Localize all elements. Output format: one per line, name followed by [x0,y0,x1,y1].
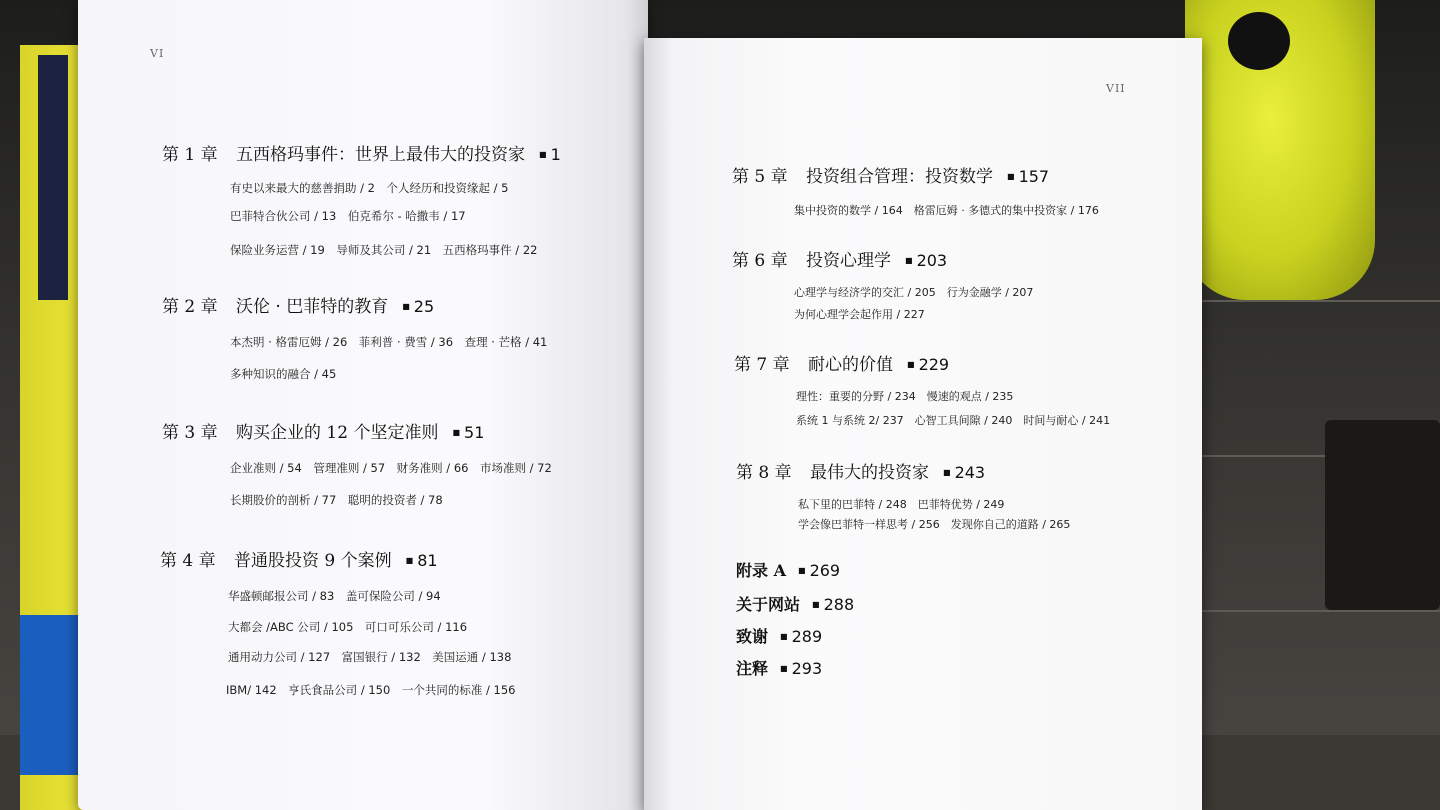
chapter-number: 第 3 章 [162,423,218,443]
page-folio: VII [1106,82,1126,95]
chapter-number: 第 8 章 [736,463,792,483]
chapter-title: 购买企业的 12 个坚定准则 [236,423,439,443]
section-line: 理性：重要的分野 / 234 慢速的观点 / 235 [796,390,1014,403]
chapter-page: ■ 203 [905,251,947,270]
dark-object [1325,420,1440,610]
section-line: IBM/ 142 亨氏食品公司 / 150 一个共同的标准 / 156 [226,683,516,697]
chapter-title: 五西格玛事件：世界上最伟大的投资家 [236,145,525,165]
tile-grout [1180,610,1440,612]
chapter-page: ■ 157 [1007,167,1049,186]
chapter-number: 第 7 章 [734,355,790,375]
chapter-page: ■ 51 [452,423,484,442]
chapter-page: ■ 243 [943,463,985,482]
page-folio: VI [150,47,165,60]
chapter-number: 第 2 章 [162,297,218,317]
section-line: 系统 1 与系统 2/ 237 心智工具间隙 / 240 时间与耐心 / 241 [796,414,1111,427]
chapter-title: 普通股投资 9 个案例 [234,551,392,571]
chapter-7-heading [734,350,949,375]
right-page [644,38,1202,810]
section-line: 心理学与经济学的交汇 / 205 行为金融学 / 207 [794,286,1034,299]
section-line: 通用动力公司 / 127 富国银行 / 132 美国运通 / 138 [228,650,512,664]
appendix-title: 致谢 [736,627,769,646]
section-line: 集中投资的数学 / 164 格雷厄姆 · 多德式的集中投资家 / 176 [794,204,1099,217]
section-line: 企业准则 / 54 管理准则 / 57 财务准则 / 66 市场准则 / 72 [230,461,552,475]
appendix-page: ■ 293 [780,659,822,678]
section-line: 有史以来最大的慈善捐助 / 2 个人经历和投资缘起 / 5 [230,181,509,195]
section-line: 本杰明 · 格雷厄姆 / 26 菲利普 · 费雪 / 36 查理 · 芒格 / 41 [230,335,548,349]
appendix-title: 附录 A [736,561,786,580]
chapter-page: ■ 1 [539,145,561,164]
stool-hole [1228,12,1290,70]
chapter-number: 第 6 章 [732,251,788,271]
blue-book-corner [20,615,80,775]
appendix-page: ■ 289 [780,627,822,646]
tile-grout [1180,300,1440,302]
chapter-number: 第 5 章 [732,167,788,187]
appendix-title: 关于网站 [736,595,801,614]
about-website [736,592,854,615]
book-cover-strip [38,55,68,300]
chapter-6-heading [732,246,947,271]
chapter-3-heading [162,418,484,443]
chapter-title: 投资组合管理：投资数学 [806,167,993,187]
section-line: 长期股价的剖析 / 77 聪明的投资者 / 78 [230,493,443,507]
section-line: 巴菲特合伙公司 / 13 伯克希尔 - 哈撒韦 / 17 [230,209,466,223]
section-line: 学会像巴菲特一样思考 / 256 发现你自己的道路 / 265 [798,518,1071,531]
left-page [78,0,648,810]
section-line: 大都会 /ABC 公司 / 105 可口可乐公司 / 116 [228,620,468,634]
chapter-title: 最伟大的投资家 [810,463,929,483]
section-line: 多种知识的融合 / 45 [230,367,337,381]
chapter-page: ■ 25 [402,297,434,316]
section-line: 为何心理学会起作用 / 227 [794,308,925,321]
chapter-number: 第 1 章 [162,145,218,165]
section-line: 华盛顿邮报公司 / 83 盖可保险公司 / 94 [228,589,441,603]
appendix-page: ■ 269 [798,561,840,580]
acknowledgements [736,624,822,647]
section-line: 私下里的巴菲特 / 248 巴菲特优势 / 249 [798,498,1005,511]
chapter-page: ■ 229 [907,355,949,374]
appendix-a [736,558,840,581]
chapter-5-heading [732,162,1049,187]
chapter-title: 投资心理学 [806,251,891,271]
chapter-number: 第 4 章 [160,551,216,571]
notes [736,656,822,679]
appendix-page: ■ 288 [812,595,854,614]
chapter-page: ■ 81 [406,551,438,570]
appendix-title: 注释 [736,659,769,678]
chapter-1-heading [162,140,561,165]
chapter-title: 沃伦 · 巴菲特的教育 [236,297,389,317]
section-line: 保险业务运营 / 19 导师及其公司 / 21 五西格玛事件 / 22 [230,243,538,257]
chapter-title: 耐心的价值 [808,355,893,375]
chapter-4-heading [160,546,438,571]
chapter-2-heading [162,292,434,317]
chapter-8-heading [736,458,985,483]
